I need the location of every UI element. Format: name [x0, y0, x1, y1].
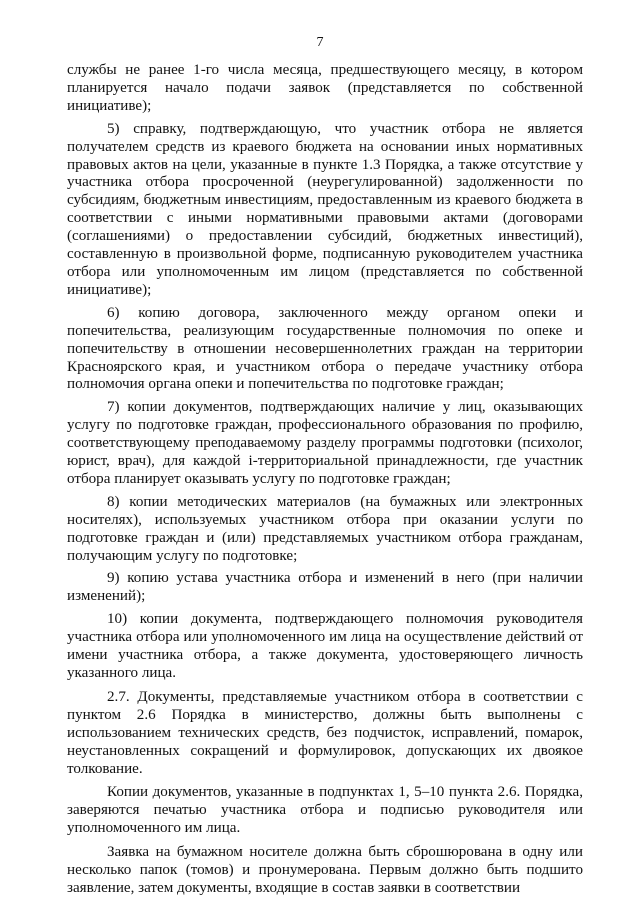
- paragraph-item-8: 8) копии методических материалов (на бумажных или электронных носителях), используемых участником отбора при оказании услуги по подготовке граждан и (или) представляемых участником отбора гражданам, получающим услугу по подготовке;: [67, 493, 583, 564]
- document-body: [67, 62, 583, 903]
- paragraph-item-5: 5) справку, подтверждающую, что участник отбора не является получателем средств из краевого бюджета на основании иных нормативных правовых актов на цели, указанные в пункте 1.3 Порядка, а также отсутствие у участника отбора просроченной (неурегулированной) задолженности по субсидиям, бюджетным инвестициям, предоставленным из краевого бюджета в соответствии с иными нормативными правовыми актами (договорами (соглашениями) о предоставлении субсидий, бюджетных инвестиций), составленную в произвольной форме, подписанную руководителем участника отбора или уполномоченным им лицом (представляется по собственной инициативе);: [67, 120, 583, 298]
- paragraph-item-7: 7) копии документов, подтверждающих наличие у лиц, оказывающих услугу по подготовке граждан, профессионального образования по профилю, соответствующему преподаваемому разделу программы подготовки (психолог, юрист, врач), для каждой i-территориальной принадлежности, где участник отбора планирует оказывать услугу по подготовке граждан;: [67, 399, 583, 487]
- paragraph-binding-requirements: Заявка на бумажном носителе должна быть сброшюрована в одну или несколько папок (томов) и пронумерована. Первым должно быть подшито заявление, затем документы, входящие в состав заявки в соответствии: [67, 844, 583, 896]
- paragraph-item-9: 9) копию устава участника отбора и изменений в него (при наличии изменений);: [67, 570, 583, 605]
- paragraph-item-6: 6) копию договора, заключенного между органом опеки и попечительства, реализующим государственные полномочия по опеке и попечительству в отношении несовершеннолетних граждан на территории Красноярского края, и участником отбора о передаче участнику отбора полномочия органа опеки и попечительства по подготовке граждан;: [67, 304, 583, 393]
- paragraph-copies-certification: Копии документов, указанные в подпунктах 1, 5–10 пункта 2.6. Порядка, заверяются печатью участника отбора и подписью руководителя или уполномоченного им лица.: [67, 784, 583, 837]
- page-number: 7: [316, 35, 324, 50]
- paragraph-section-2-7: 2.7. Документы, представляемые участником отбора в соответствии с пунктом 2.6 Порядка в министерство, должны быть выполнены с использованием технических средств, без подчисток, исправлений, помарок, неустановленных сокращений и формулировок, допускающих их двоякое толкование.: [67, 688, 583, 777]
- paragraph-continuation: службы не ранее 1-го числа месяца, предшествующего месяцу, в котором планируется начало подачи заявок (представляется по собственной инициативе);: [67, 62, 583, 114]
- paragraph-item-10: 10) копии документа, подтверждающего полномочия руководителя участника отбора или уполномоченного им лица на осуществление действий от имени участника отбора, а также документа, удостоверяющего личность указанного лица.: [67, 611, 583, 681]
